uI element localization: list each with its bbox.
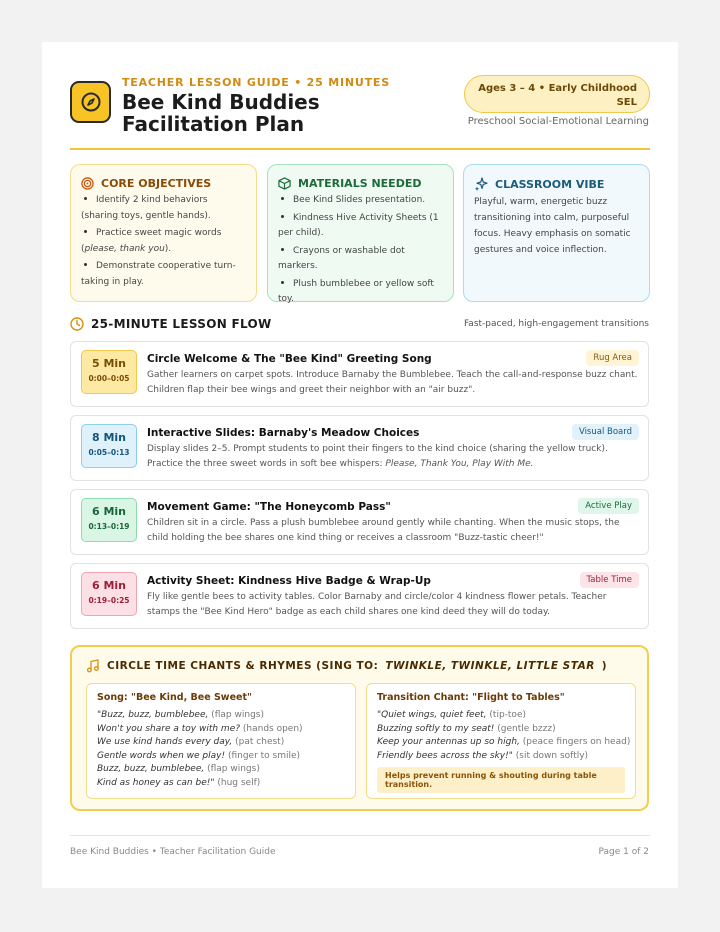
materials-heading <box>278 177 443 190</box>
step-description: Fly like gentle bees to activity tables. Color Barnaby and circle/color 4 kindness flower petals. Teacher stamps the "Bee Kind Hero" badge as each child shares one kind deed they will do today. <box>147 592 607 617</box>
lyric-line: Buzzing softly to my seat! (gentle bzzz) <box>377 723 556 734</box>
duration-badge: 6 Min 0:13–0:19 <box>81 498 137 542</box>
box-icon <box>278 177 291 190</box>
step-description: Gather learners on carpet spots. Introduce Barnaby the Bumblebee. Teach the call-and-response buzz chant. Children flap their bee wings and greet their neighbor with an "air buzz". <box>147 370 638 395</box>
list-item: Demonstrate cooperative turn-taking in play. <box>81 261 236 287</box>
flow-step <box>70 563 649 629</box>
vibe-text: Playful, warm, energetic buzz transitioning into calm, purposeful focus. Heavy emphasis on somatic gestures and voice inflection. <box>474 197 631 255</box>
flow-note: Fast-paced, high-engagement transitions <box>463 319 649 329</box>
objectives-list <box>81 193 246 290</box>
chant-card <box>366 683 636 799</box>
page-number: Page 1 of 2 <box>598 847 649 857</box>
page-title: Bee Kind Buddies Facilitation Plan <box>122 90 320 136</box>
chant-title: Transition Chant: "Flight to Tables" <box>377 692 565 703</box>
step-title: Circle Welcome & The "Bee Kind" Greeting Song <box>147 353 432 365</box>
list-item: Identify 2 kind behaviors (sharing toys, gentle hands). <box>81 195 211 221</box>
step-title: Movement Game: "The Honeycomb Pass" <box>147 501 391 513</box>
target-icon <box>81 177 94 190</box>
vibe-card <box>463 164 650 302</box>
lyric-line: Gentle words when we play! (finger to smile) <box>97 750 301 761</box>
list-item: Plush bumblebee or yellow soft toy. <box>278 278 434 304</box>
transition-tip: Helps prevent running & shouting during table transition. <box>377 767 625 793</box>
list-item: Kindness Hive Activity Sheets (1 per child). <box>278 212 439 238</box>
vibe-heading <box>474 177 639 191</box>
lyric-line: "Quiet wings, quiet feet, (tip-toe) <box>377 710 526 720</box>
lyric-line: "Buzz, buzz, bumblebee, (flap wings) <box>97 710 264 720</box>
list-item: Crayons or washable dot markers. <box>278 245 405 271</box>
location-tag: Table Time <box>580 572 639 588</box>
compass-logo-icon <box>70 81 111 123</box>
sparkle-icon <box>474 177 488 191</box>
guide-kicker: TEACHER LESSON GUIDE • 25 MINUTES <box>122 76 390 89</box>
objectives-card <box>70 164 257 302</box>
location-tag: Visual Board <box>572 424 639 440</box>
objectives-heading <box>81 177 246 190</box>
step-description: Display slides 2–5. Prompt students to point their fingers to the kind choice (sharing the yellow truck). Practice the three sweet words in soft bee whispers: Please, Thank You, Play With Me. <box>147 444 608 469</box>
flow-step <box>70 341 649 407</box>
list-item: Bee Kind Slides presentation. <box>278 193 443 209</box>
duration-badge: 8 Min 0:05–0:13 <box>81 424 137 468</box>
lyric-line: Won't you share a toy with me? (hands open) <box>97 723 303 734</box>
song-card <box>86 683 356 799</box>
header-divider <box>70 148 650 150</box>
lyric-line: Buzz, buzz, bumblebee, (flap wings) <box>97 764 260 774</box>
clock-icon <box>70 317 84 331</box>
location-tag: Active Play <box>578 498 639 514</box>
step-title: Interactive Slides: Barnaby's Meadow Choices <box>147 427 420 439</box>
lesson-guide-page <box>42 42 678 888</box>
footer-title: Bee Kind Buddies • Teacher Facilitation Guide <box>70 847 276 857</box>
vibe-title: CLASSROOM VIBE <box>495 177 605 191</box>
lyric-line: We use kind hands every day, (pat chest) <box>97 737 285 747</box>
lyric-line: Friendly bees across the sky!" (sit down softly) <box>377 750 589 761</box>
music-note-icon <box>86 659 100 673</box>
materials-title: MATERIALS NEEDED <box>298 177 422 190</box>
age-badge: Ages 3 – 4 • Early Childhood SEL <box>464 75 650 113</box>
lyric-line: Kind as honey as can be!" (hug self) <box>97 777 261 788</box>
step-description: Children sit in a circle. Pass a plush bumblebee around gently while chanting. When the music stops, the child holding the bee shares one kind thing or receives a classroom "Buzz-tastic cheer!" <box>147 518 620 543</box>
flow-title: 25-MINUTE LESSON FLOW <box>91 317 272 331</box>
page-subtitle: Preschool Social-Emotional Learning <box>467 116 649 127</box>
lyric-line: Keep your antennas up so high, (peace fingers on head) <box>377 737 631 747</box>
list-item: Practice sweet magic words (please, thank you). <box>81 228 222 254</box>
materials-card <box>267 164 454 302</box>
chants-panel <box>70 645 649 811</box>
flow-step <box>70 489 649 555</box>
location-tag: Rug Area <box>586 350 639 366</box>
footer-divider <box>70 835 650 836</box>
objectives-title: CORE OBJECTIVES <box>101 177 212 190</box>
duration-badge: 6 Min 0:19–0:25 <box>81 572 137 616</box>
step-title: Activity Sheet: Kindness Hive Badge & Wrap-Up <box>147 575 431 587</box>
materials-list <box>278 193 443 308</box>
song-title: Song: "Bee Kind, Bee Sweet" <box>97 692 252 703</box>
flow-heading <box>70 317 272 331</box>
duration-badge: 5 Min 0:00–0:05 <box>81 350 137 394</box>
flow-step <box>70 415 649 481</box>
chants-heading: CIRCLE TIME CHANTS & RHYMES (SING TO: TWINKLE, TWINKLE, LITTLE STAR ) <box>86 659 607 673</box>
